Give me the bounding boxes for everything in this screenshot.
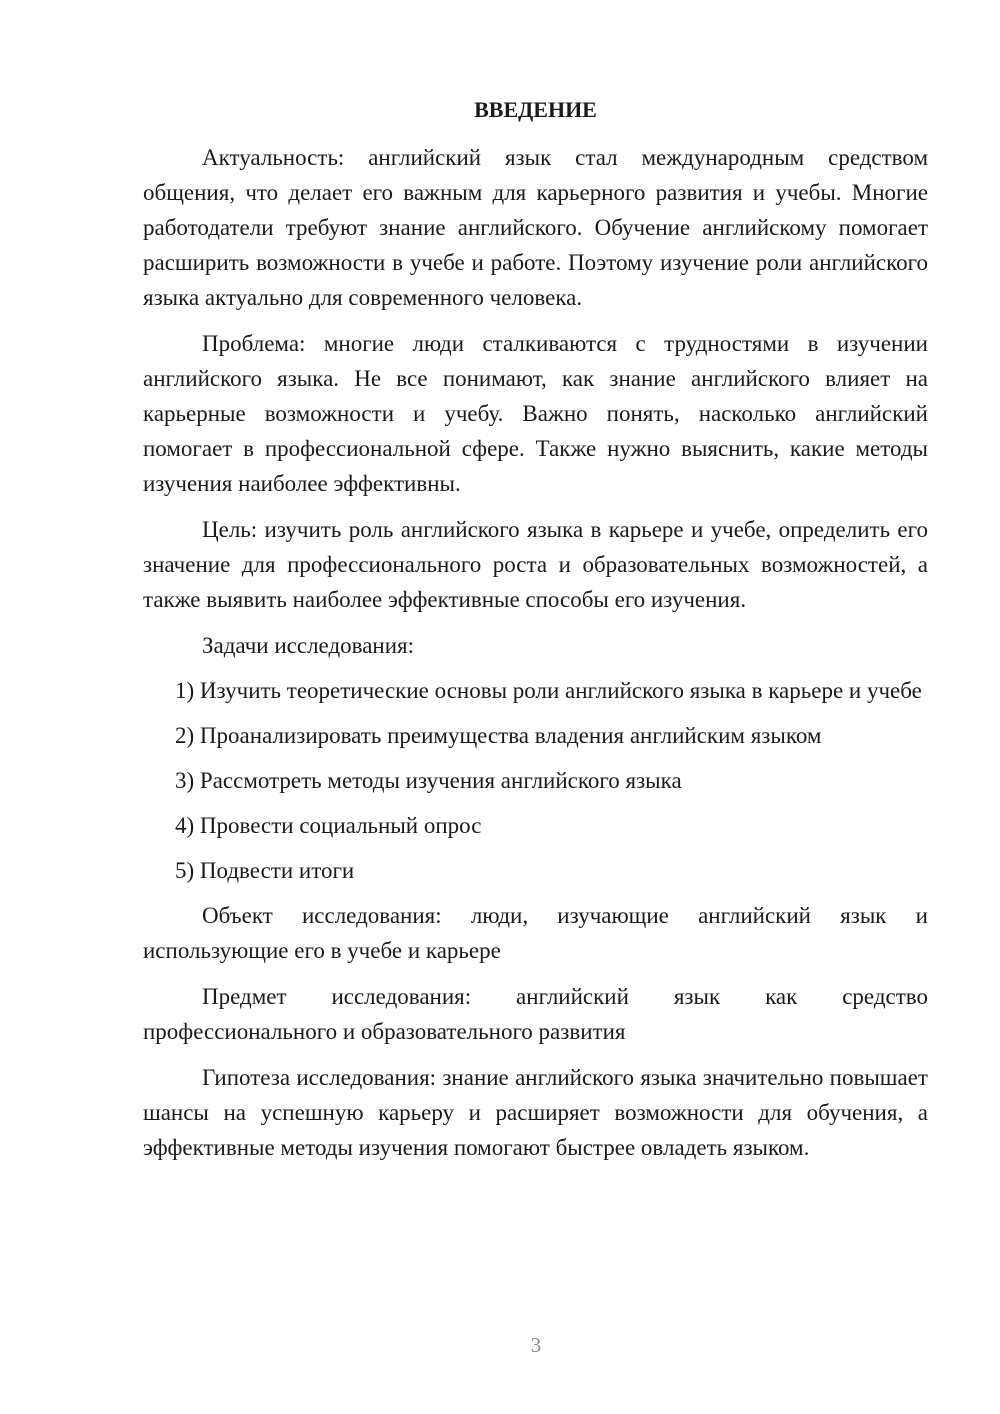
task-item: 4) Провести социальный опрос bbox=[175, 813, 482, 838]
subject-paragraph: Предмет исследования: английский язык как средство профессионального и образовательного развития bbox=[143, 984, 928, 1044]
task-item: 2) Проанализировать преимущества владения английским языком bbox=[175, 723, 822, 748]
task-item: 5) Подвести итоги bbox=[175, 858, 355, 883]
goal-paragraph: Цель: изучить роль английского языка в карьере и учебе, определить его значение для профессионального роста и образовательных возможностей, а также выявить наиболее эффективные способы его изучения. bbox=[143, 517, 928, 612]
problem-paragraph: Проблема: многие люди сталкиваются с трудностями в изучении английского языка. Не все понимают, как знание английского влияет на карьерные возможности и учебу. Важно понять, насколько английский помогает в профессиональной сфере. Также нужно выяснить, какие методы изучения наиболее эффективны. bbox=[143, 331, 928, 496]
task-item: 3) Рассмотреть методы изучения английского языка bbox=[175, 768, 682, 793]
relevance-paragraph: Актуальность: английский язык стал международным средством общения, что делает его важным для карьерного развития и учебы. Многие работодатели требуют знание английского. Обучение английскому помогает расширить возможности в учебе и работе. Поэтому изучение роли английского языка актуально для современного человека. bbox=[143, 145, 928, 310]
page-number: 3 bbox=[530, 1333, 542, 1357]
section-title: ВВЕДЕНИЕ bbox=[474, 97, 597, 122]
object-paragraph: Объект исследования: люди, изучающие английский язык и использующие его в учебе и карьере bbox=[143, 903, 928, 963]
document-page bbox=[143, 92, 928, 1176]
tasks-heading: Задачи исследования: bbox=[202, 633, 415, 658]
hypothesis-paragraph: Гипотеза исследования: знание английского языка значительно повышает шансы на успешную карьеру и расширяет возможности для обучения, а эффективные методы изучения помогают быстрее овладеть языком. bbox=[143, 1065, 928, 1160]
task-item: 1) Изучить теоретические основы роли английского языка в карьере и учебе bbox=[175, 678, 922, 703]
